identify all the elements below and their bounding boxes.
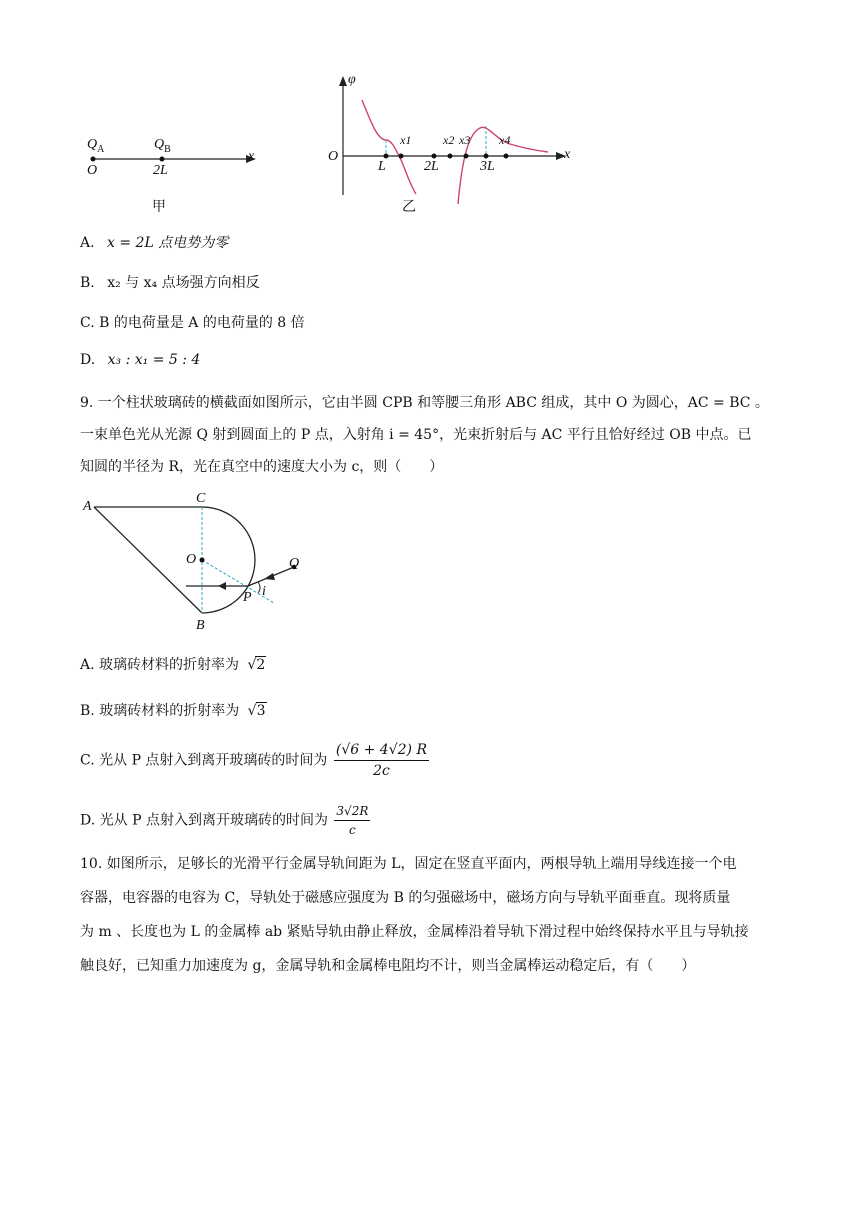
- yi-y-label: φ: [348, 72, 356, 87]
- q9-label-b: B: [196, 618, 205, 633]
- q9-option-c-text: C. 光从 P 点射入到离开玻璃砖的时间为: [80, 752, 328, 769]
- yi-tick-2l: 2L: [424, 159, 439, 174]
- jia-qa-label: $Q_A$: [87, 137, 105, 155]
- q8-option-d[interactable]: [80, 352, 200, 368]
- q8-option-a-prefix: A.: [80, 235, 95, 251]
- q9-option-a-text: A. 玻璃砖材料的折射率为: [80, 657, 240, 673]
- q8-option-c[interactable]: C. B 的电荷量是 A 的电荷量的 8 倍: [80, 315, 305, 331]
- q9-label-q: Q: [289, 556, 300, 571]
- yi-point-x2: x2: [443, 133, 455, 147]
- q9-option-d-text: D. 光从 P 点射入到离开玻璃砖的时间为: [80, 812, 328, 829]
- q9-option-b-text: B. 玻璃砖材料的折射率为: [80, 703, 240, 719]
- yi-dot-x1: [399, 154, 404, 159]
- yi-point-x4: x4: [499, 133, 511, 147]
- yi-caption: 乙: [402, 200, 416, 215]
- q8-option-d-text: x₃ : x₁ = 5 : 4: [107, 352, 201, 368]
- q9-figure-svg: [78, 490, 318, 635]
- q9-label-o: O: [186, 552, 197, 567]
- q8-option-a-text: x = 2L 点电势为零: [107, 235, 229, 251]
- q9-stem-line-3: 知圆的半径为 R，光在真空中的速度大小为 c，则（ ）: [80, 459, 444, 475]
- q9-option-d-fraction: $\frac{3√2R}{c}$: [336, 804, 369, 837]
- jia-origin-label: O: [87, 163, 98, 178]
- q8-option-d-prefix: D.: [80, 352, 96, 368]
- q9-option-c[interactable]: [80, 742, 429, 779]
- q9-option-d[interactable]: [80, 804, 370, 837]
- q9-label-a: A: [83, 499, 92, 514]
- jia-2l-label: 2L: [153, 163, 168, 178]
- jia-axis-label: x: [248, 149, 255, 164]
- q9-center-o: [200, 558, 205, 563]
- yi-dot-2l: [432, 154, 437, 159]
- q10-stem-line-3: 为 m 、长度也为 L 的金属棒 ab 紧贴导轨由静止释放，金属棒沿着导轨下滑过程中始终保持水平且与导轨接: [80, 924, 749, 940]
- q9-option-c-fraction: $\frac{(√6 + 4√2) R}{2c}$: [335, 742, 427, 779]
- q10-stem-line-1: 10. 如图所示，足够长的光滑平行金属导轨间距为 L，固定在竖直平面内，两根导轨上端用导线连接一个电: [80, 856, 737, 872]
- q9-option-b[interactable]: [80, 700, 267, 720]
- q8-option-a[interactable]: [80, 232, 228, 252]
- q9-incident-arrow: [264, 573, 275, 580]
- yi-y-arrow: [339, 76, 347, 86]
- q9-stem-line-1: 9. 一个柱状玻璃砖的横截面如图所示，它由半圆 CPB 和等腰三角形 ABC 组成，其中 O 为圆心，AC = BC 。: [80, 395, 769, 411]
- figure-jia-svg: [80, 130, 280, 220]
- yi-point-x3: x3: [459, 133, 471, 147]
- yi-point-x1: x1: [400, 133, 412, 147]
- figure-yi-svg: [320, 70, 590, 220]
- q8-option-b-prefix: B.: [80, 275, 95, 291]
- jia-charge-b: [160, 157, 165, 162]
- q9-stem-line-2: 一束单色光从光源 Q 射到圆面上的 P 点，入射角 i = 45°，光束折射后与 AC 平行且恰好经过 OB 中点。已: [80, 427, 752, 443]
- q10-stem-line-4: 触良好，已知重力加速度为 g，金属导轨和金属棒电阻均不计，则当金属棒运动稳定后，有（ ）: [80, 958, 696, 974]
- q8-option-b-text: x₂ 与 x₄ 点场强方向相反: [107, 275, 260, 291]
- jia-caption: 甲: [152, 200, 166, 215]
- q10-stem-line-2: 容器，电容器的电容为 C，导轨处于磁感应强度为 B 的匀强磁场中，磁场方向与导轨平面垂直。现将质量: [80, 890, 731, 906]
- yi-dot-l: [384, 154, 389, 159]
- jia-charge-a: [91, 157, 96, 162]
- q9-angle-arc: [258, 582, 260, 593]
- yi-dot-x4: [504, 154, 509, 159]
- yi-origin-label: O: [328, 149, 339, 164]
- q9-refracted-arrow: [218, 582, 226, 590]
- q8-option-b[interactable]: [80, 272, 260, 292]
- yi-dot-3l: [484, 154, 489, 159]
- yi-dot-x2: [448, 154, 453, 159]
- q9-option-b-value: √3: [247, 703, 266, 719]
- yi-tick-3l: 3L: [480, 159, 495, 174]
- q9-option-a[interactable]: [80, 654, 266, 674]
- q9-label-i: i: [262, 584, 266, 599]
- q9-label-p: P: [243, 590, 252, 605]
- q9-option-a-value: √2: [247, 657, 266, 673]
- jia-qb-label: $Q_B$: [154, 137, 171, 155]
- yi-tick-l: L: [378, 159, 386, 174]
- yi-x-label: x: [564, 147, 571, 162]
- yi-dot-x3: [464, 154, 469, 159]
- q9-label-c: C: [196, 491, 206, 506]
